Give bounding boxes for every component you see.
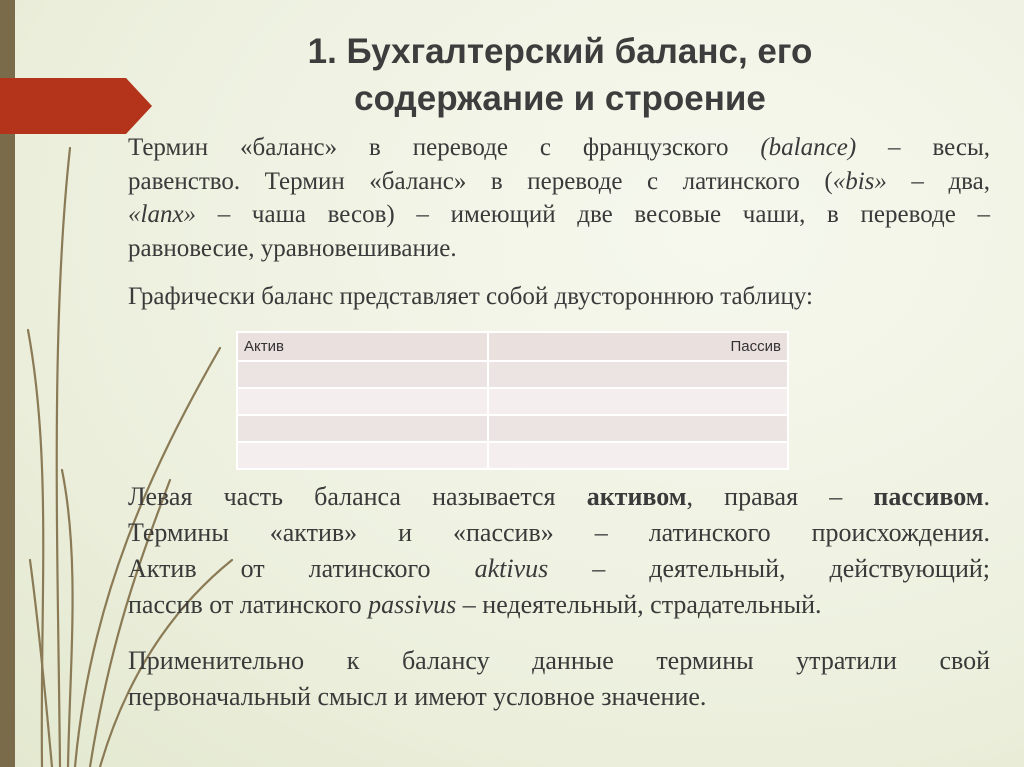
title-line-2: содержание и строение bbox=[354, 79, 766, 118]
table-row bbox=[237, 415, 788, 442]
table-header-row bbox=[237, 332, 788, 361]
table-row bbox=[237, 361, 788, 388]
paragraph-aktiv-passiv: Левая часть баланса называется активом, правая – пассивом. Термины «актив» и «пассив» – латинского происхождения. Актив от латинского aktivus – деятельный, действующий; пассив от латинского passivus – недеятельный, страдательный. bbox=[128, 482, 991, 619]
balance-table bbox=[236, 331, 789, 470]
header-passiv: Пассив bbox=[488, 332, 788, 361]
paragraph-graphic-table: Графически баланс представляет собой двустороннюю таблицу: bbox=[128, 283, 813, 310]
header-aktiv: Актив bbox=[237, 332, 488, 361]
table-row bbox=[237, 442, 788, 469]
table-row bbox=[237, 388, 788, 415]
title-line-1: 1. Бухгалтерский баланс, его bbox=[307, 32, 813, 71]
slide-title bbox=[200, 28, 920, 122]
paragraph-balance-term: Термин «баланс» в переводе с французского (balance) – весы, равенство. Термин «баланс» в переводе с латинского («bis» – два, «lanx» – чаша весов) – имеющий две весовые чаши, в переводе – равновесие, уравновешивание. bbox=[128, 134, 990, 262]
paragraph-conditional-meaning: Применительно к балансу данные термины утратили свой первоначальный смысл и имеют условное значение. bbox=[128, 646, 990, 711]
